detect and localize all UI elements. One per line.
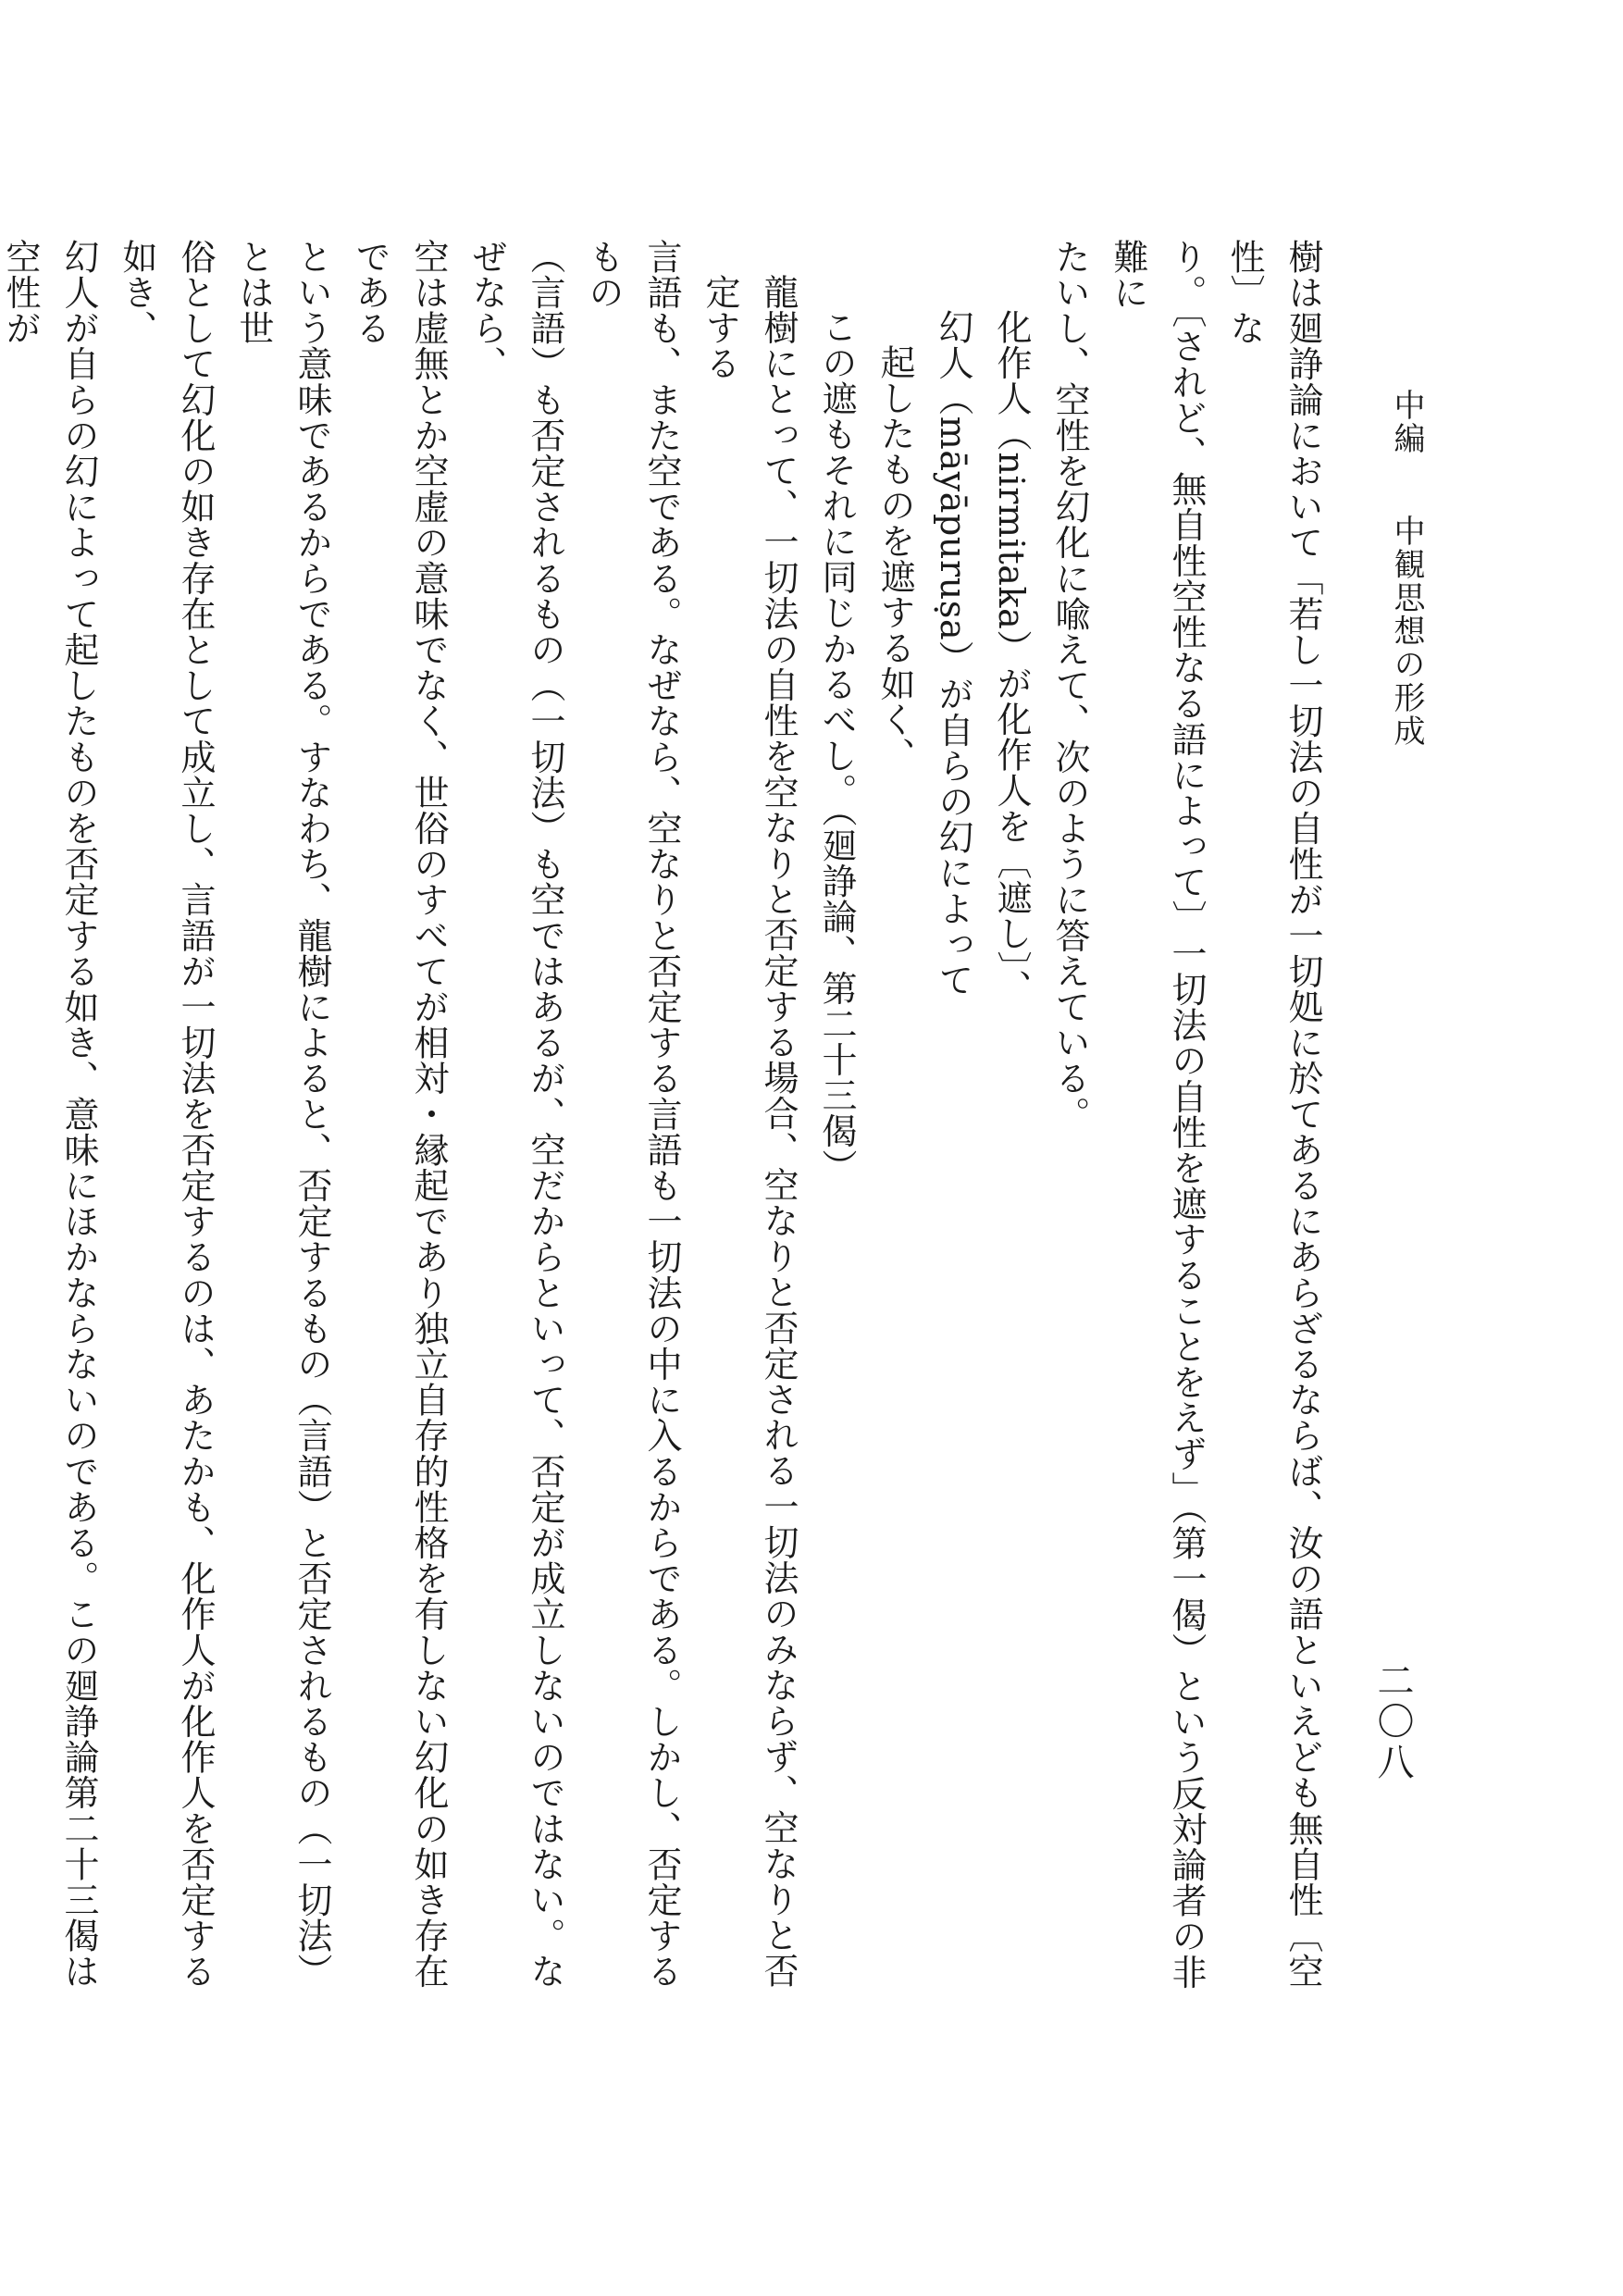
running-header [1379, 389, 1434, 748]
quote-line: 起したものを遮する如く、 [874, 344, 915, 774]
header-part: 中編 [1388, 389, 1425, 455]
paragraph: 空は虚無とか空虚の意味でなく、世俗のすべてが相対・縁起であり独立自存的性格を有しない幻化の如き存在である [350, 239, 449, 1990]
quote-line: 幻人（māyāpuruṣa）が自らの幻によって [933, 309, 973, 999]
paragraph: 言語も、また空である。なぜなら、空なりと否定する言語も一切法の中に入るからである。しかし、否定するもの [583, 239, 682, 1990]
paragraph: （言語）も否定されるもの（一切法）も空ではあるが、空だからといって、否定が成立しないのではない。なぜなら、 [466, 239, 565, 1990]
paragraph: たいし、空性を幻化に喩えて、次のように答えている。 [1049, 239, 1090, 1132]
body-text [0, 239, 1332, 1997]
paragraph: 樹は廻諍論において「若し一切法の自性が一切処に於てあるにあらざるならば、汝の語といえども無自性〔空性〕な [1224, 239, 1323, 1990]
paragraph: り。〔されど、無自性空性なる語によって〕一切法の自性を遮することをえず」（第一偈）という反対論者の非難に [1108, 239, 1207, 1990]
paragraph: という意味であるからである。すなわち、龍樹によると、否定するもの（言語）と否定されるもの（一切法）とは世 [233, 239, 332, 1990]
header-title: 中観思想の形成 [1388, 515, 1425, 748]
paragraph: 俗として幻化の如き存在として成立し、言語が一切法を否定するのは、あたかも、化作人が化作人を否定する如き、 [117, 239, 216, 1990]
page-number: 二〇八 [1371, 1661, 1414, 1783]
quote-line: 化作人（nirmitaka）が化作人を〔遮し〕、 [991, 309, 1032, 1005]
paragraph: 龍樹にとって、一切法の自性を空なりと否定する場合、空なりと否定される一切法のみならず、空なりと否定する [700, 274, 799, 1989]
quote-line: この遮もそれに同じかるべし。（廻諍論、第二十三偈） [816, 309, 857, 1185]
paragraph: 幻人が自らの幻によって起したものを否定する如き、意味にほかならないのである。この廻諍論第二十三偈は空性が [0, 239, 99, 1990]
